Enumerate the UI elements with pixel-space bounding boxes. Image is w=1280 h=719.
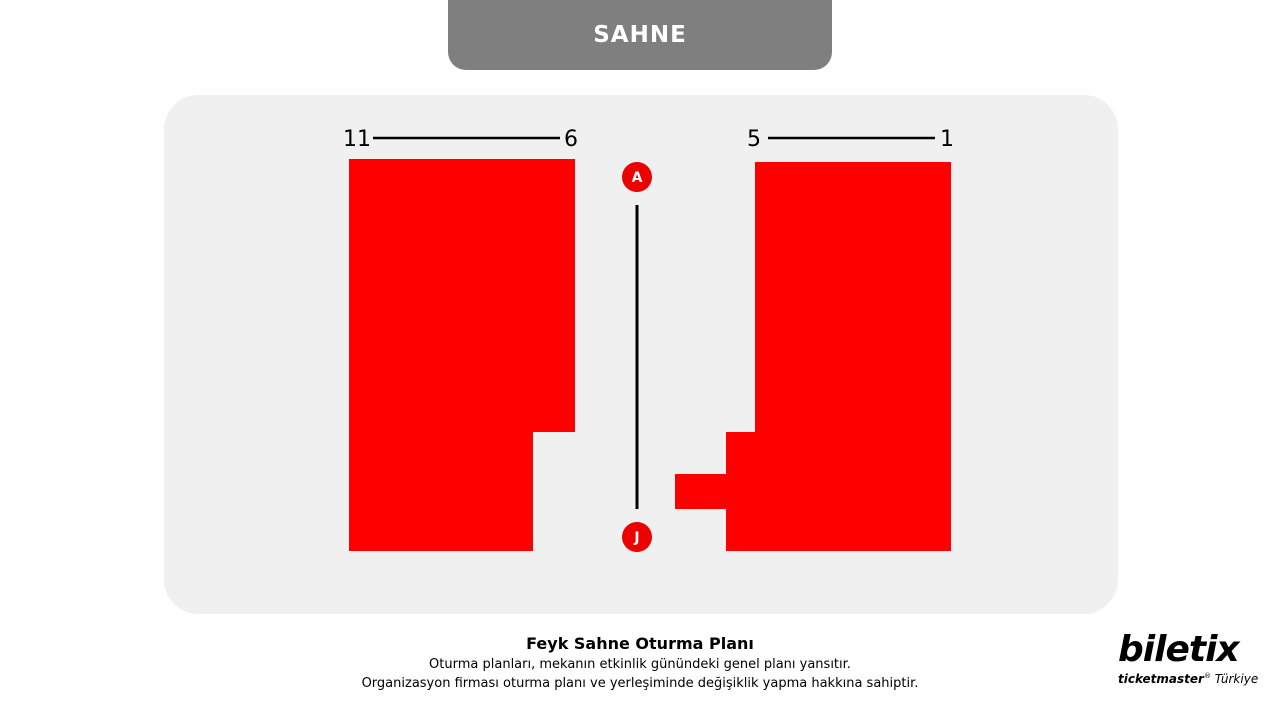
right-seating-block[interactable]: [675, 162, 951, 551]
left-seat-start: 11: [343, 127, 371, 152]
plan-note-2: Organizasyon firması oturma planı ve yerleşiminde değişiklik yapma hakkına sahiptir.: [361, 676, 919, 691]
row-label-last: J: [634, 530, 640, 546]
row-label-first: A: [631, 170, 643, 186]
biletix-logo: [1112, 628, 1259, 688]
logo-brand: biletix: [1118, 629, 1239, 670]
stage-label: SAHNE: [593, 22, 687, 48]
left-seat-end: 6: [564, 127, 578, 152]
logo-sub-brand: ticketmaster: [1118, 672, 1204, 686]
plan-note-1: Oturma planları, mekanın etkinlik günündeki genel planı yansıtır.: [429, 657, 851, 672]
logo-subline: ticketmaster® Türkiye: [1118, 672, 1259, 686]
right-seat-start: 5: [747, 127, 761, 152]
right-seat-end: 1: [940, 127, 954, 152]
plan-caption: [290, 633, 990, 693]
logo-sub-region: Türkiye: [1214, 672, 1259, 686]
left-seating-block[interactable]: [349, 159, 575, 551]
plan-title: Feyk Sahne Oturma Planı: [526, 634, 754, 653]
